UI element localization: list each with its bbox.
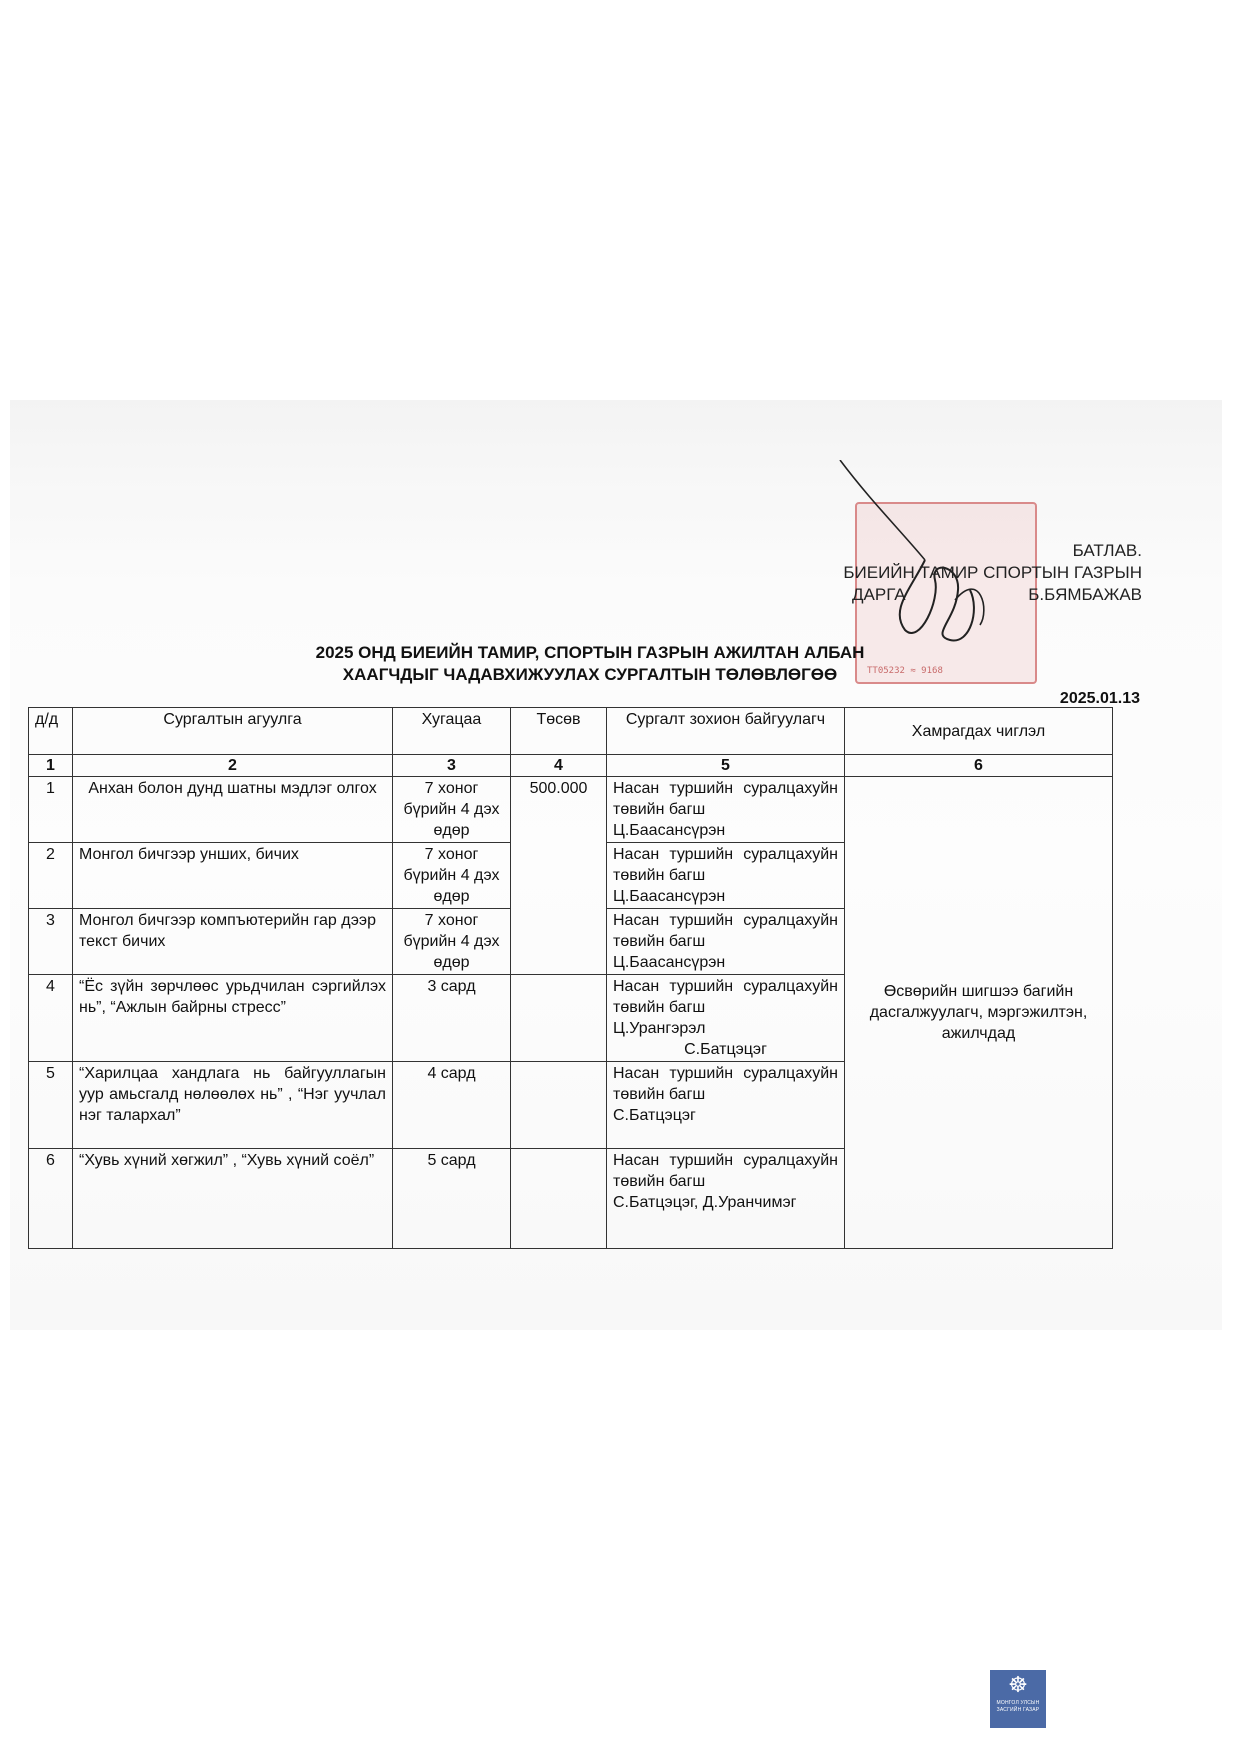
- organizer-names: Ц.Баасансүрэн: [613, 888, 726, 905]
- organizer-role: Насан туршийн суралцахуйн төвийн багш: [613, 846, 838, 884]
- row-number: 5: [29, 1062, 73, 1149]
- organizer-role: Насан туршийн суралцахуйн төвийн багш: [613, 978, 838, 1016]
- table-row: [29, 777, 1113, 843]
- row-budget-empty: [511, 1149, 607, 1249]
- organizer-names: Ц.Урангэрэл: [613, 1020, 706, 1037]
- row-duration: 7 хоног бүрийн 4 дэх өдөр: [393, 909, 511, 975]
- organizer-role: Насан туршийн суралцахуйн төвийн багш: [613, 780, 838, 818]
- organizer-role: Насан туршийн суралцахуйн төвийн багш: [613, 912, 838, 950]
- approval-name: Б.БЯМБАЖАВ: [1028, 585, 1142, 604]
- signature-icon: [830, 460, 1030, 660]
- row-organizer: [607, 843, 845, 909]
- row-budget-empty: [511, 1062, 607, 1149]
- document-date: 2025.01.13: [1059, 690, 1140, 707]
- training-plan-table: [28, 707, 1113, 1249]
- row-duration: 4 сард: [393, 1062, 511, 1149]
- row-coverage: Өсвөрийн шигшээ багийн дасгалжуулагч, мэргэжилтэн, ажилчдад: [845, 777, 1113, 1249]
- table-column-number-row: [29, 755, 1113, 777]
- row-duration: 5 сард: [393, 1149, 511, 1249]
- approval-org: БИЕИЙН ТАМИР СПОРТЫН ГАЗРЫН: [843, 563, 1142, 582]
- row-duration: 3 сард: [393, 975, 511, 1062]
- organizer-names: С.Батцэцэг, Д.Уранчимэг: [613, 1194, 797, 1211]
- row-number: 2: [29, 843, 73, 909]
- row-number: 6: [29, 1149, 73, 1249]
- row-number: 3: [29, 909, 73, 975]
- col-number: 6: [845, 755, 1113, 777]
- approval-label: БАТЛАВ.: [1072, 541, 1142, 560]
- title-line-1: 2025 ОНД БИЕИЙН ТАМИР, СПОРТЫН ГАЗРЫН АЖИЛТАН АЛБАН: [315, 643, 865, 662]
- row-duration: 7 хоног бүрийн 4 дэх өдөр: [393, 777, 511, 843]
- row-budget: 500.000: [511, 777, 607, 975]
- header-content: Сургалтын агуулга: [73, 708, 393, 755]
- organizer-role: Насан туршийн суралцахуйн төвийн багш: [613, 1065, 838, 1103]
- organizer-names: С.Батцэцэг: [613, 1107, 696, 1124]
- header-organizer: Сургалт зохион байгуулагч: [607, 708, 845, 755]
- row-content: Анхан болон дунд шатны мэдлэг олгох: [73, 777, 393, 843]
- header-duration: Хугацаа: [393, 708, 511, 755]
- row-organizer: [607, 1062, 845, 1149]
- row-organizer: [607, 909, 845, 975]
- stamp-code: ТТ05232 ≈ 9168: [867, 666, 943, 676]
- title-line-2: ХААГЧДЫГ ЧАДАВХИЖУУЛАХ СУРГАЛТЫН ТӨЛӨВЛӨГӨӨ: [342, 665, 838, 684]
- logo-text-2: ЗАСГИЙН ГАЗАР: [996, 1707, 1040, 1713]
- organizer-names: Ц.Баасансүрэн: [613, 954, 726, 971]
- header-coverage: Хамрагдах чиглэл: [845, 708, 1113, 755]
- col-number: 3: [393, 755, 511, 777]
- row-budget-empty: [511, 975, 607, 1062]
- row-organizer: [607, 975, 845, 1062]
- col-number: 4: [511, 755, 607, 777]
- col-number: 5: [607, 755, 845, 777]
- table-header-row: [29, 708, 1113, 755]
- row-organizer: [607, 777, 845, 843]
- government-logo-icon: [990, 1670, 1046, 1728]
- document-title: [170, 642, 1010, 686]
- row-content: “Хувь хүний хөгжил” , “Хувь хүний соёл”: [73, 1149, 393, 1249]
- row-organizer: [607, 1149, 845, 1249]
- soyombo-icon: ☸: [1008, 1672, 1028, 1697]
- approval-position: ДАРГА: [852, 585, 906, 604]
- row-content: “Харилцаа хандлага нь байгууллагын уур амьсгалд нөлөөлөх нь” , “Нэг уучлал нэг талархал”: [73, 1062, 393, 1149]
- row-content: Монгол бичгээр унших, бичих: [73, 843, 393, 909]
- col-number: 1: [29, 755, 73, 777]
- row-content: Монгол бичгээр компъютерийн гар дээр текст бичих: [73, 909, 393, 975]
- row-duration: 7 хоног бүрийн 4 дэх өдөр: [393, 843, 511, 909]
- organizer-role: Насан туршийн суралцахуйн төвийн багш: [613, 1152, 838, 1190]
- organizer-names: Ц.Баасансүрэн: [613, 822, 726, 839]
- col-number: 2: [73, 755, 393, 777]
- row-number: 4: [29, 975, 73, 1062]
- organizer-names-second: С.Батцэцэг: [684, 1041, 767, 1058]
- header-budget: Төсөв: [511, 708, 607, 755]
- row-number: 1: [29, 777, 73, 843]
- row-content: “Ёс зүйн зөрчлөөс урьдчилан сэргийлэх нь”, “Ажлын байрны стресс”: [73, 975, 393, 1062]
- header-no: д/д: [29, 708, 73, 755]
- logo-text-1: МОНГОЛ УЛСЫН: [996, 1700, 1040, 1706]
